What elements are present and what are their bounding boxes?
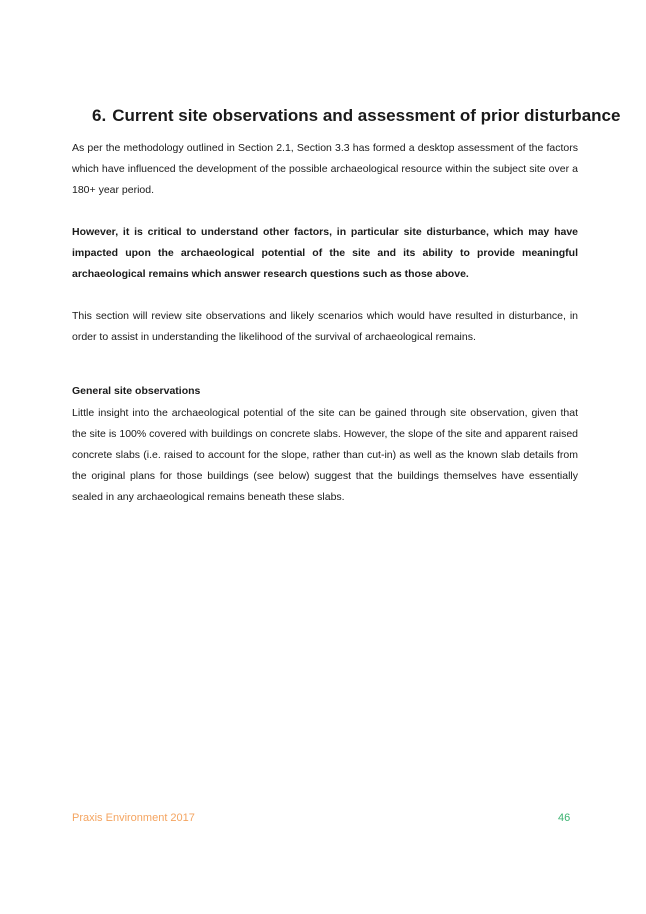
section-title: Current site observations and assessment of prior disturbance — [112, 106, 621, 125]
paragraph-methodology: As per the methodology outlined in Section 2.1, Section 3.3 has formed a desktop assessment of the factors which have influenced the development of the possible archaeological resource within the subject site over a 180+ year period. — [72, 142, 578, 196]
subsection-heading: General site observations — [72, 385, 201, 397]
footer-company: Praxis Environment 2017 — [72, 812, 195, 824]
paragraph-disturbance-factors: However, it is critical to understand other factors, in particular site disturbance, which may have impacted upon the archaeological potential of the site and its ability to provide meaningful archaeological remains which answer research questions such as those above. — [72, 226, 578, 280]
footer-page-number: 46 — [558, 812, 571, 824]
paragraph-site-observations: Little insight into the archaeological potential of the site can be gained through site observation, given that the site is 100% covered with buildings on concrete slabs. However, the slope of the site and apparent raised concrete slabs (i.e. raised to account for the slope, rather than cut-in) as well as the known slab details from the original plans for those buildings (see below) suggest that the buildings themselves have essentially sealed in any archaeological remains beneath these slabs. — [72, 407, 578, 503]
section-number: 6. — [92, 106, 107, 125]
section-heading — [92, 105, 621, 127]
paragraph-section-overview: This section will review site observations and likely scenarios which would have resulted in disturbance, in order to assist in understanding the likelihood of the survival of archaeological remains. — [72, 310, 578, 343]
